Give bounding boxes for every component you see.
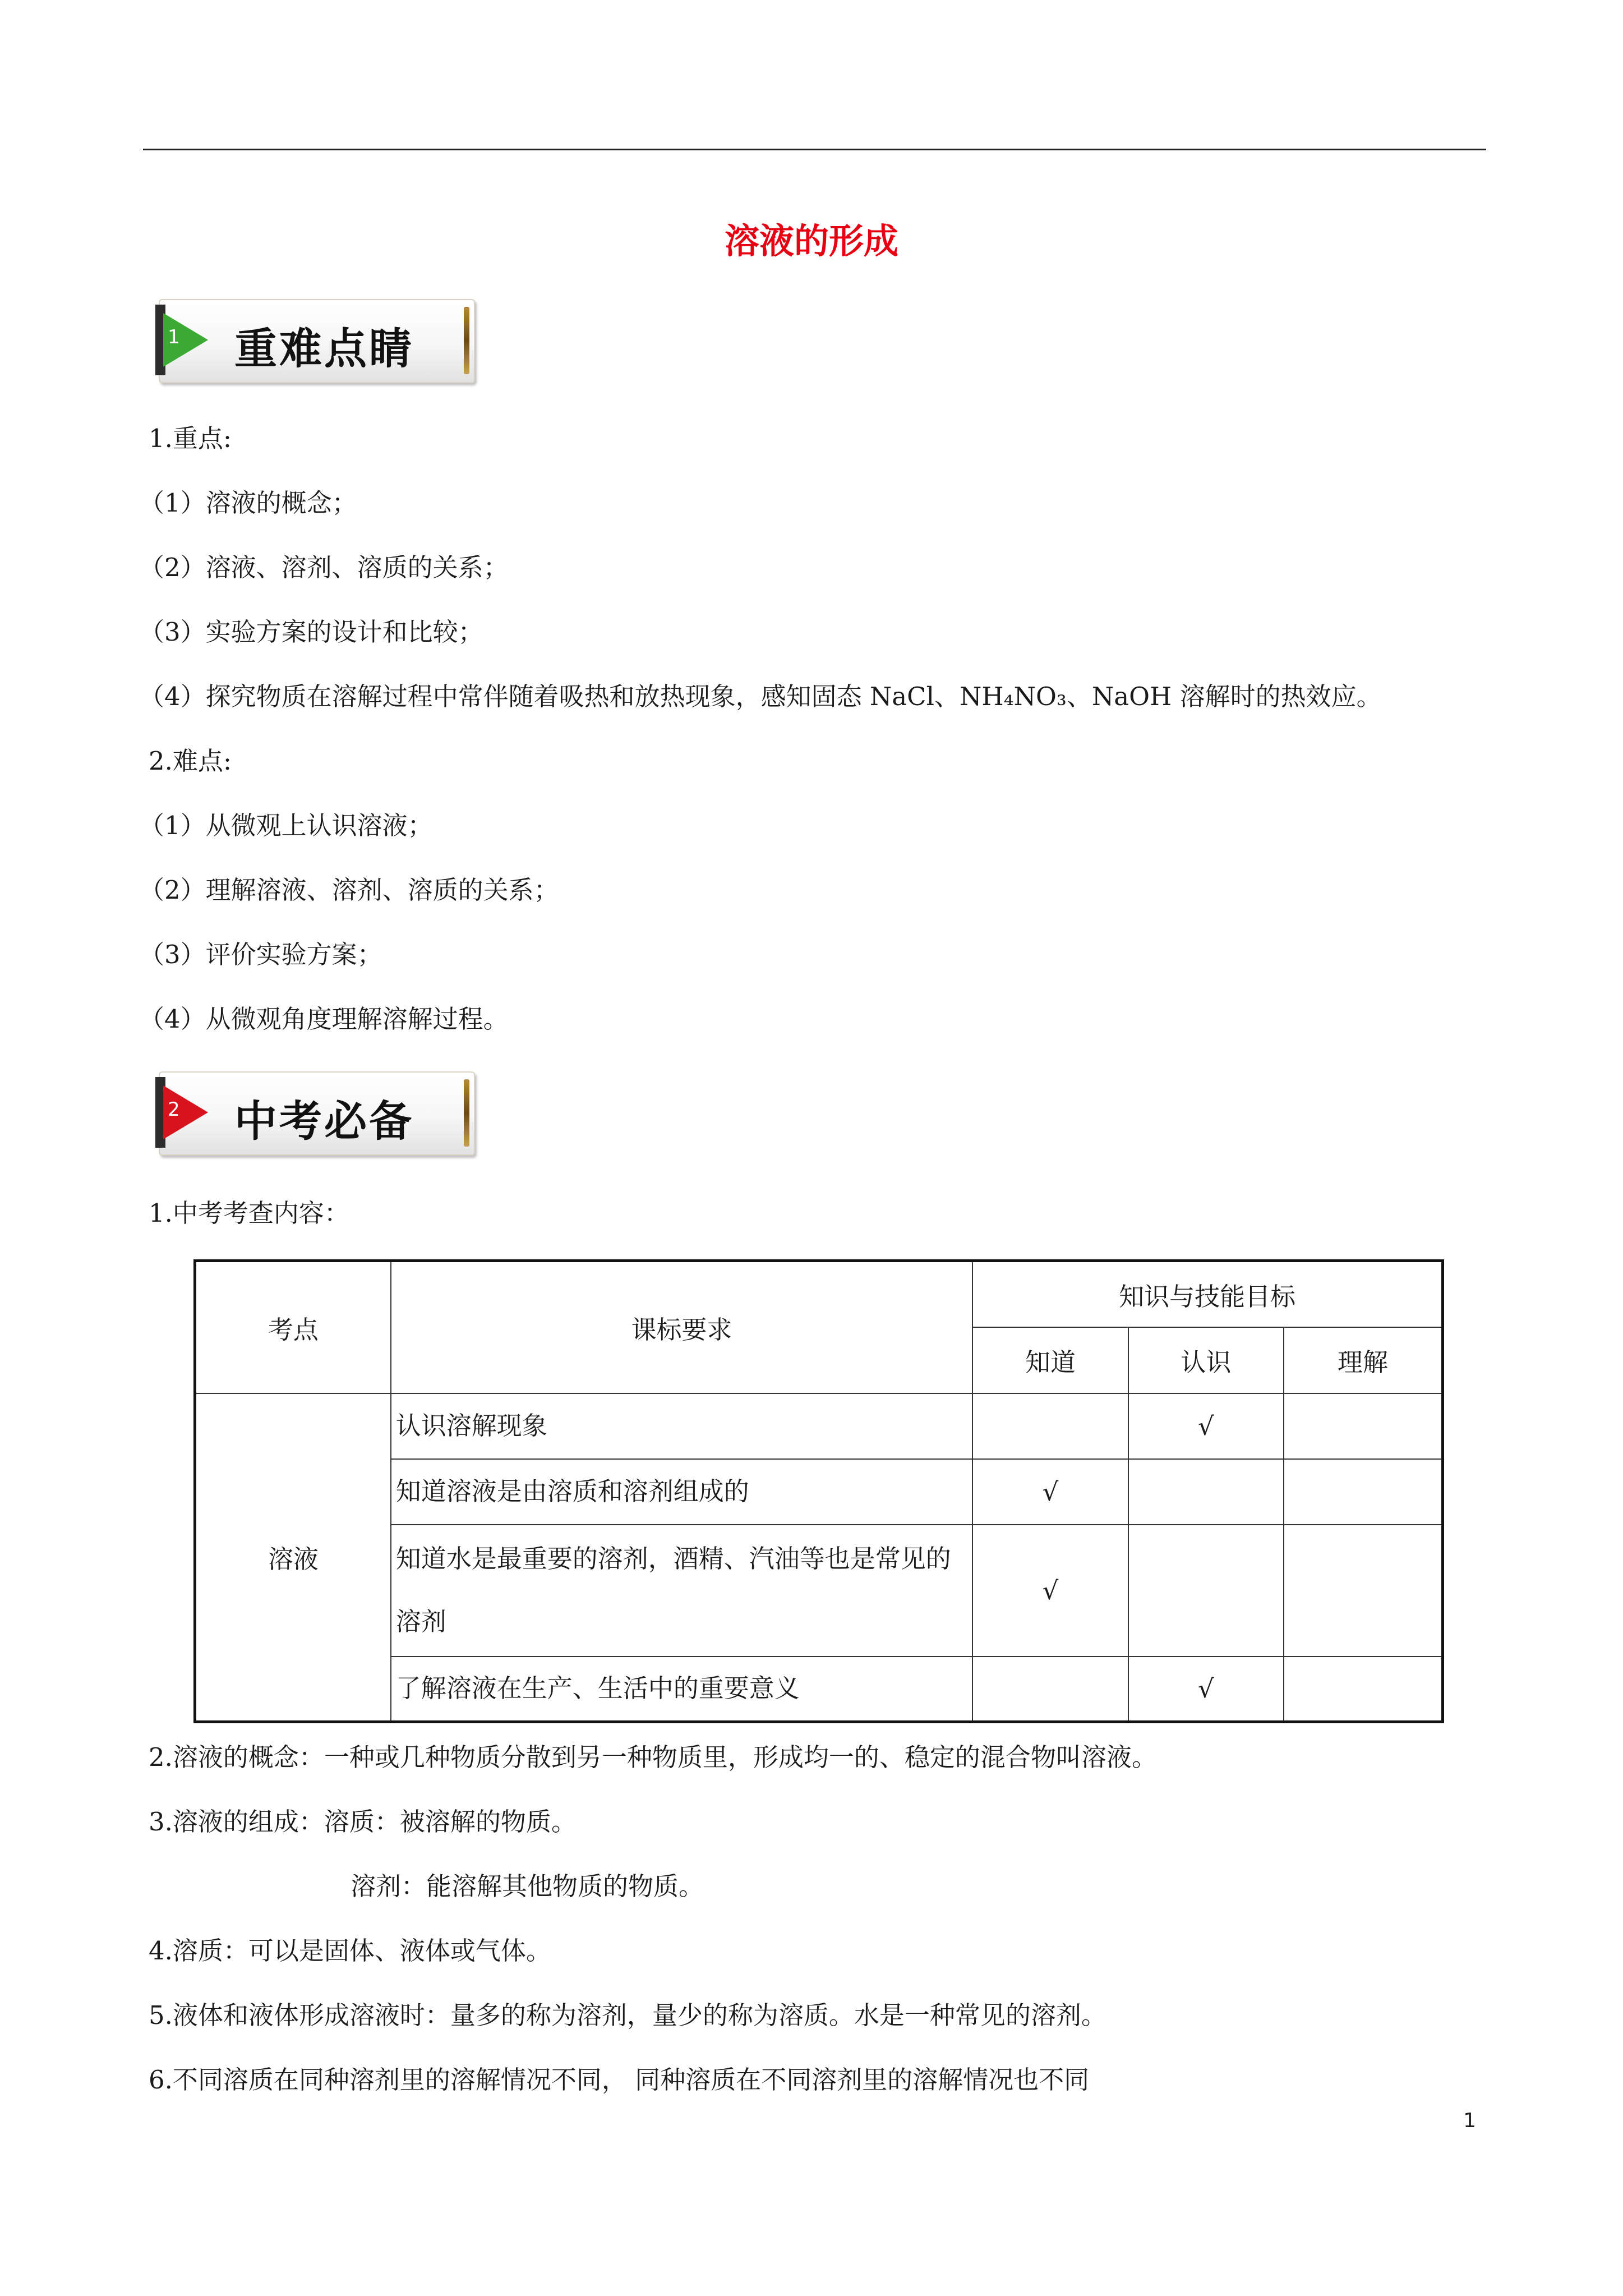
banner-label: 重难点睛	[234, 324, 414, 374]
note-line: 6.不同溶质在同种溶剂里的溶解情况不同， 同种溶质在不同溶剂里的溶解情况也不同	[149, 2065, 1090, 2095]
requirement-cell: 知道水是最重要的溶剂，酒精、汽油等也是常见的溶剂	[391, 1525, 973, 1657]
difficult-point-item: （4）从微观角度理解溶解过程。	[139, 1004, 509, 1034]
requirement-cell: 知道溶液是由溶质和溶剂组成的	[391, 1459, 973, 1525]
check-cell	[1284, 1393, 1442, 1459]
header-kebiao: 课标要求	[391, 1261, 973, 1393]
exam-content-table	[193, 1259, 1444, 1723]
header-lijie: 理解	[1284, 1327, 1442, 1393]
section-banner-2	[159, 1071, 473, 1153]
table-row	[195, 1393, 1443, 1459]
key-point-item: （1）溶液的概念；	[139, 488, 357, 518]
check-cell	[1284, 1525, 1442, 1657]
check-cell	[972, 1657, 1128, 1722]
check-cell	[972, 1393, 1128, 1459]
difficult-point-item: （3）评价实验方案；	[139, 940, 382, 969]
requirement-cell: 了解溶液在生产、生活中的重要意义	[391, 1657, 973, 1722]
header-kaodian: 考点	[195, 1261, 391, 1393]
check-cell: √	[1128, 1657, 1284, 1722]
check-cell: √	[972, 1525, 1128, 1657]
page-title: 溶液的形成	[724, 220, 898, 261]
key-point-item: （4）探究物质在溶解过程中常伴随着吸热和放热现象，感知固态 NaCl、NH₄NO₃、NaOH 溶解时的热效应。	[139, 682, 1382, 711]
header-zhidao: 知道	[972, 1327, 1128, 1393]
key-points-heading: 1.重点:	[149, 424, 232, 453]
exam-heading: 1.中考考查内容：	[149, 1198, 349, 1228]
key-point-item: （2）溶液、溶剂、溶质的关系；	[139, 553, 509, 582]
header-goal-group: 知识与技能目标	[972, 1261, 1442, 1327]
note-line: 3.溶液的组成：溶质：被溶解的物质。	[149, 1807, 577, 1837]
note-line: 溶剂：能溶解其他物质的物质。	[351, 1871, 704, 1901]
section-banner-1	[159, 299, 473, 381]
note-line: 5.液体和液体形成溶液时：量多的称为溶剂，量少的称为溶质。水是一种常见的溶剂。	[149, 2000, 1106, 2030]
check-cell	[1128, 1459, 1284, 1525]
check-cell: √	[1128, 1393, 1284, 1459]
check-cell	[1128, 1525, 1284, 1657]
table-header-row	[195, 1261, 1443, 1327]
difficult-points-heading: 2.难点:	[149, 746, 232, 776]
difficult-point-item: （2）理解溶液、溶剂、溶质的关系；	[139, 875, 559, 905]
check-cell	[1284, 1459, 1442, 1525]
banner-number: 2	[168, 1098, 180, 1121]
check-cell	[1284, 1657, 1442, 1722]
check-cell: √	[972, 1459, 1128, 1525]
key-point-item: （3）实验方案的设计和比较；	[139, 617, 483, 647]
header-rule	[143, 149, 1486, 150]
requirement-cell: 认识溶解现象	[391, 1393, 973, 1459]
banner-number: 1	[168, 326, 180, 348]
note-line: 2.溶液的概念：一种或几种物质分散到另一种物质里，形成均一的、稳定的混合物叫溶液。	[149, 1742, 1157, 1772]
note-line: 4.溶质：可以是固体、液体或气体。	[149, 1936, 551, 1966]
page-number: 1	[1463, 2109, 1476, 2132]
banner-label: 中考必备	[234, 1096, 414, 1146]
difficult-point-item: （1）从微观上认识溶液；	[139, 811, 433, 840]
header-renshi: 认识	[1128, 1327, 1284, 1393]
topic-cell: 溶液	[195, 1393, 391, 1722]
